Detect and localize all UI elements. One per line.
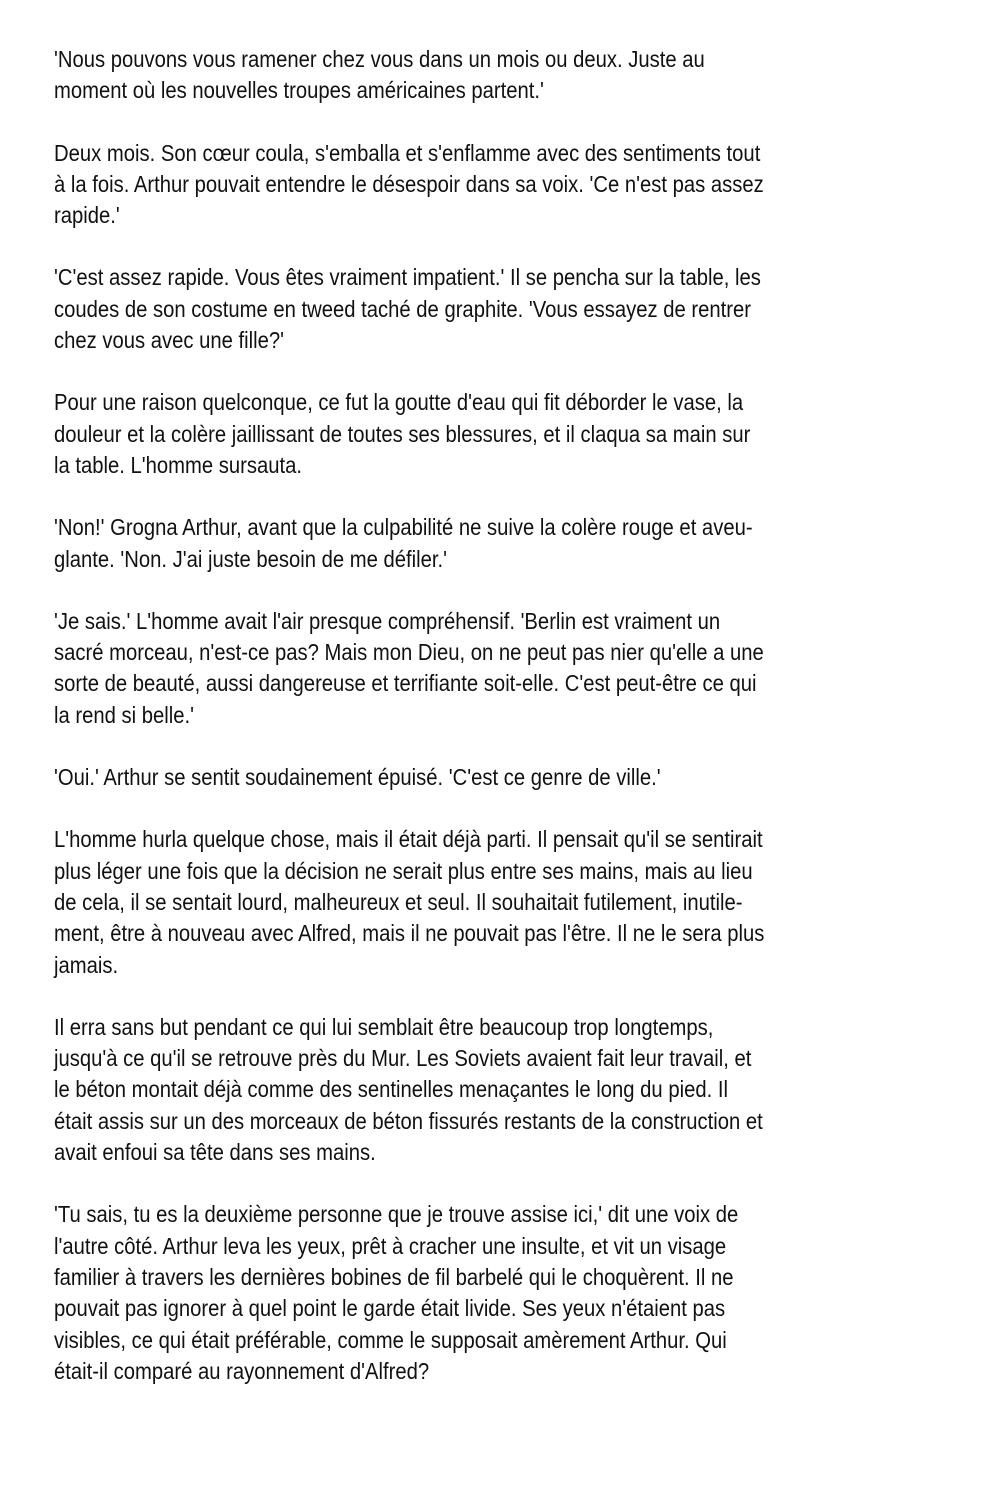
text-line: de cela, il se sentait lourd, malheureux et seul. Il souhaitait futilement, inutile- — [54, 888, 743, 915]
text-line: était-il comparé au rayonnement d'Alfred? — [54, 1357, 430, 1384]
text-line: glante. 'Non. J'ai juste besoin de me défiler.' — [54, 545, 448, 572]
paragraph — [54, 138, 954, 232]
text-line: jamais. — [54, 951, 119, 978]
text-line: chez vous avec une fille?' — [54, 327, 285, 354]
text-line: 'Tu sais, tu es la deuxième personne que je trouve assise ici,' dit une voix de — [54, 1201, 739, 1228]
text-line: 'Non!' Grogna Arthur, avant que la culpabilité ne suive la colère rouge et aveu- — [54, 514, 753, 541]
paragraph — [54, 262, 954, 356]
text-line: pouvait pas ignorer à quel point le garde était livide. Ses yeux n'étaient pas — [54, 1295, 726, 1322]
text-line: plus léger une fois que la décision ne serait plus entre ses mains, mais au lieu — [54, 857, 753, 884]
paragraph — [54, 1199, 954, 1387]
text-line: Deux mois. Son cœur coula, s'emballa et s'enflamme avec des sentiments tout — [54, 139, 761, 166]
paragraph — [54, 512, 954, 575]
text-line: 'Oui.' Arthur se sentit soudainement épuisé. 'C'est ce genre de ville.' — [54, 764, 661, 791]
text-line: Il erra sans but pendant ce qui lui semblait être beaucoup trop longtemps, — [54, 1013, 714, 1040]
text-line: le béton montait déjà comme des sentinelles menaçantes le long du pied. Il — [54, 1076, 728, 1103]
paragraph — [54, 44, 954, 107]
paragraph — [54, 824, 954, 980]
text-line: 'Je sais.' L'homme avait l'air presque compréhensif. 'Berlin est vraiment un — [54, 607, 721, 634]
text-line: sorte de beauté, aussi dangereuse et terrifiante soit-elle. C'est peut-être ce qui — [54, 670, 757, 697]
text-line: avait enfoui sa tête dans ses mains. — [54, 1139, 376, 1166]
text-line: était assis sur un des morceaux de béton fissurés restants de la construction et — [54, 1107, 763, 1134]
text-line: la table. L'homme sursauta. — [54, 451, 303, 478]
text-line: à la fois. Arthur pouvait entendre le désespoir dans sa voix. 'Ce n'est pas assez — [54, 170, 764, 197]
paragraph — [54, 387, 954, 481]
text-line: sacré morceau, n'est-ce pas? Mais mon Dieu, on ne peut pas nier qu'elle a une — [54, 639, 764, 666]
text-line: l'autre côté. Arthur leva les yeux, prêt à cracher une insulte, et vit un visage — [54, 1232, 727, 1259]
text-line: familier à travers les dernières bobines de fil barbelé qui le choquèrent. Il ne — [54, 1263, 734, 1290]
text-line: douleur et la colère jaillissant de toutes ses blessures, et il claqua sa main sur — [54, 420, 751, 447]
text-line: jusqu'à ce qu'il se retrouve près du Mur. Les Soviets avaient fait leur travail, et — [54, 1045, 752, 1072]
text-line: L'homme hurla quelque chose, mais il était déjà parti. Il pensait qu'il se sentirait — [54, 826, 763, 853]
text-line: coudes de son costume en tweed taché de graphite. 'Vous essayez de rentrer — [54, 295, 751, 322]
text-line: moment où les nouvelles troupes américaines partent.' — [54, 77, 544, 104]
text-line: Pour une raison quelconque, ce fut la goutte d'eau qui fit déborder le vase, la — [54, 389, 744, 416]
text-line: visibles, ce qui était préférable, comme le supposait amèrement Arthur. Qui — [54, 1326, 727, 1353]
text-line: la rend si belle.' — [54, 701, 195, 728]
text-line: ment, être à nouveau avec Alfred, mais il ne pouvait pas l'être. Il ne le sera plus — [54, 920, 765, 947]
paragraph — [54, 606, 954, 731]
document-page — [54, 44, 954, 1418]
paragraph — [54, 1012, 954, 1168]
text-line: 'Nous pouvons vous ramener chez vous dans un mois ou deux. Juste au — [54, 46, 705, 72]
paragraph — [54, 762, 954, 793]
text-line: rapide.' — [54, 202, 120, 229]
text-line: 'C'est assez rapide. Vous êtes vraiment impatient.' Il se pencha sur la table, les — [54, 264, 761, 291]
